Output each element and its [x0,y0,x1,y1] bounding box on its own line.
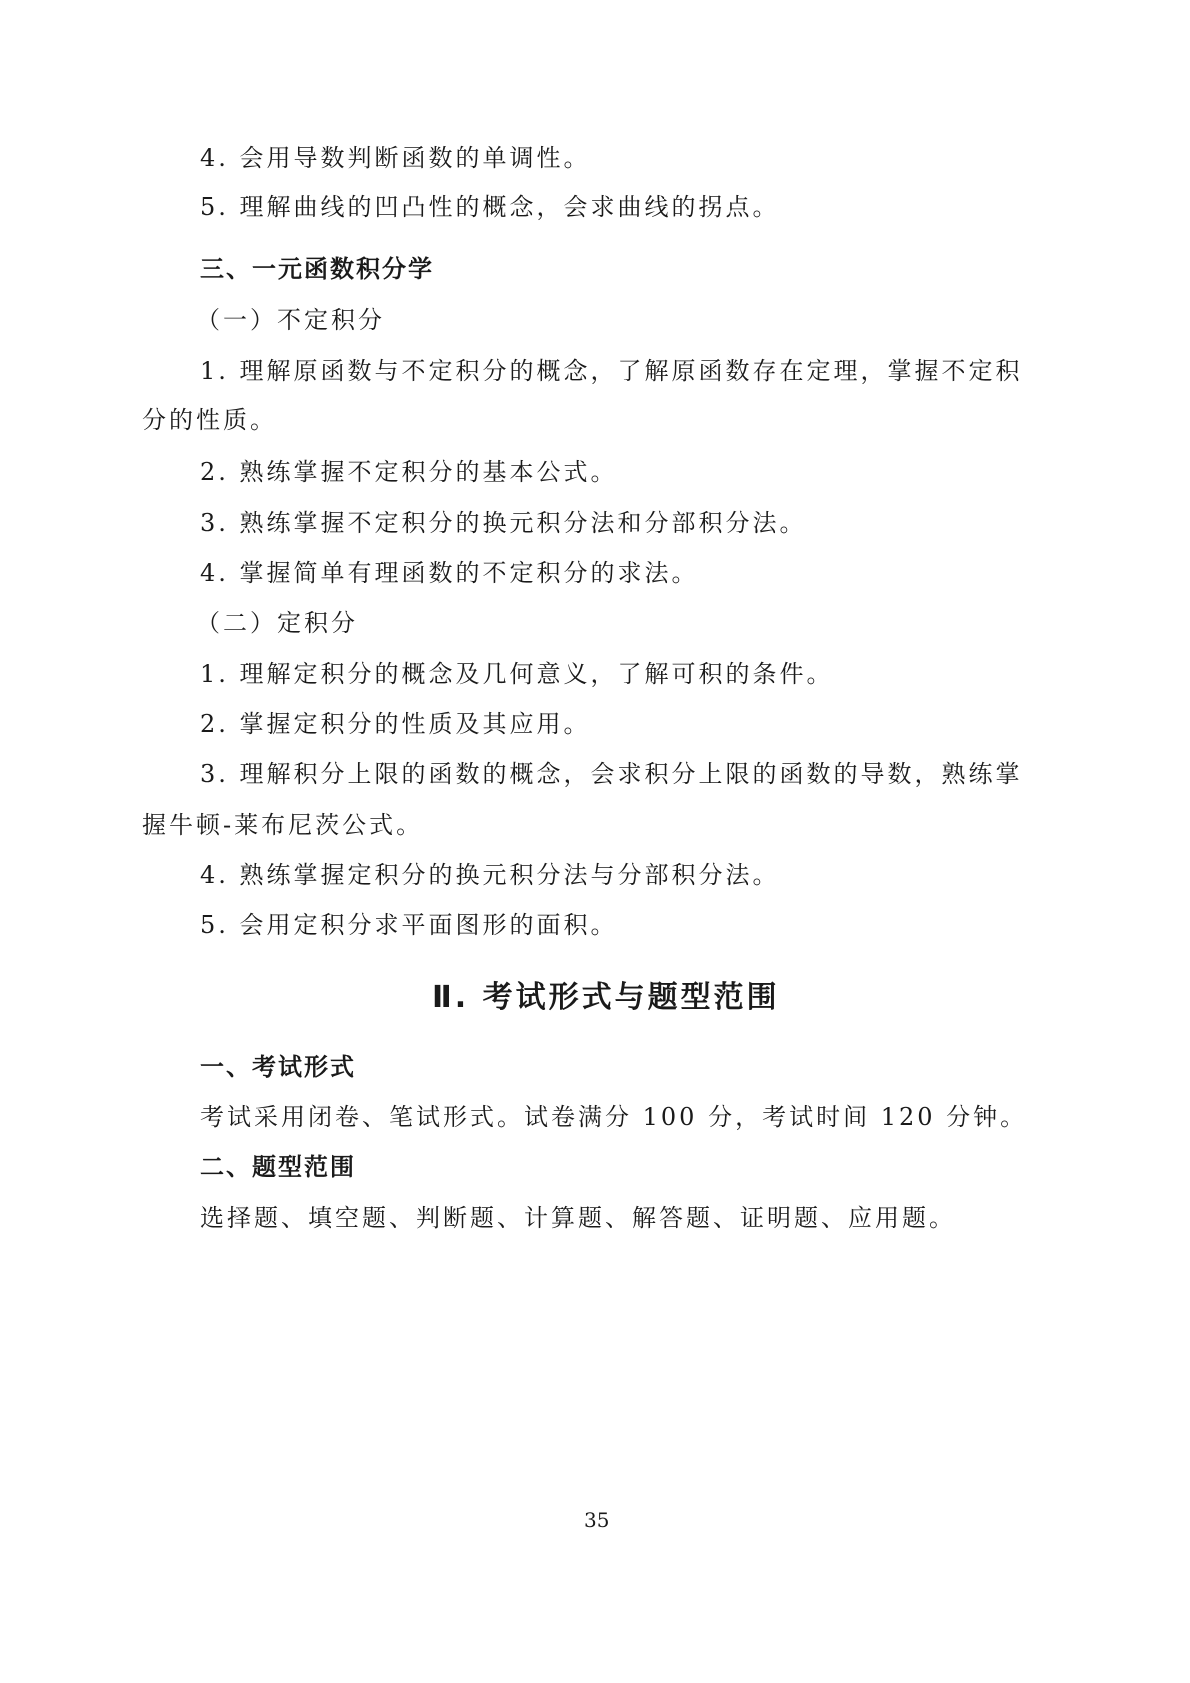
list-item-continuation: 分的性质。 [142,406,277,434]
section-heading: 一、考试形式 [200,1053,356,1081]
section-title: Ⅱ. 考试形式与题型范围 [432,980,780,1015]
list-item: 1. 理解定积分的概念及几何意义，了解可积的条件。 [200,660,834,688]
paragraph: 选择题、填空题、判断题、计算题、解答题、证明题、应用题。 [200,1204,956,1232]
page-number: 35 [584,1508,610,1532]
list-item: 3. 理解积分上限的函数的概念，会求积分上限的函数的导数，熟练掌 [200,760,1023,788]
subsection-heading: （二）定积分 [196,609,358,637]
subsection-heading: （一）不定积分 [196,306,385,334]
list-item: 4. 掌握简单有理函数的不定积分的求法。 [200,559,699,587]
list-item: 2. 熟练掌握不定积分的基本公式。 [200,458,618,486]
list-item: 4. 熟练掌握定积分的换元积分法与分部积分法。 [200,861,780,889]
section-heading: 二、题型范围 [200,1153,356,1181]
list-item: 4. 会用导数判断函数的单调性。 [200,144,591,172]
paragraph: 考试采用闭卷、笔试形式。试卷满分 100 分，考试时间 120 分钟。 [200,1103,1028,1131]
list-item: 2. 掌握定积分的性质及其应用。 [200,710,591,738]
list-item: 5. 理解曲线的凹凸性的概念，会求曲线的拐点。 [200,193,780,221]
list-item: 1. 理解原函数与不定积分的概念，了解原函数存在定理，掌握不定积 [200,357,1023,385]
list-item-continuation: 握牛顿-莱布尼茨公式。 [142,811,424,839]
list-item: 3. 熟练掌握不定积分的换元积分法和分部积分法。 [200,509,807,537]
section-heading: 三、一元函数积分学 [200,255,434,283]
list-item: 5. 会用定积分求平面图形的面积。 [200,911,618,939]
